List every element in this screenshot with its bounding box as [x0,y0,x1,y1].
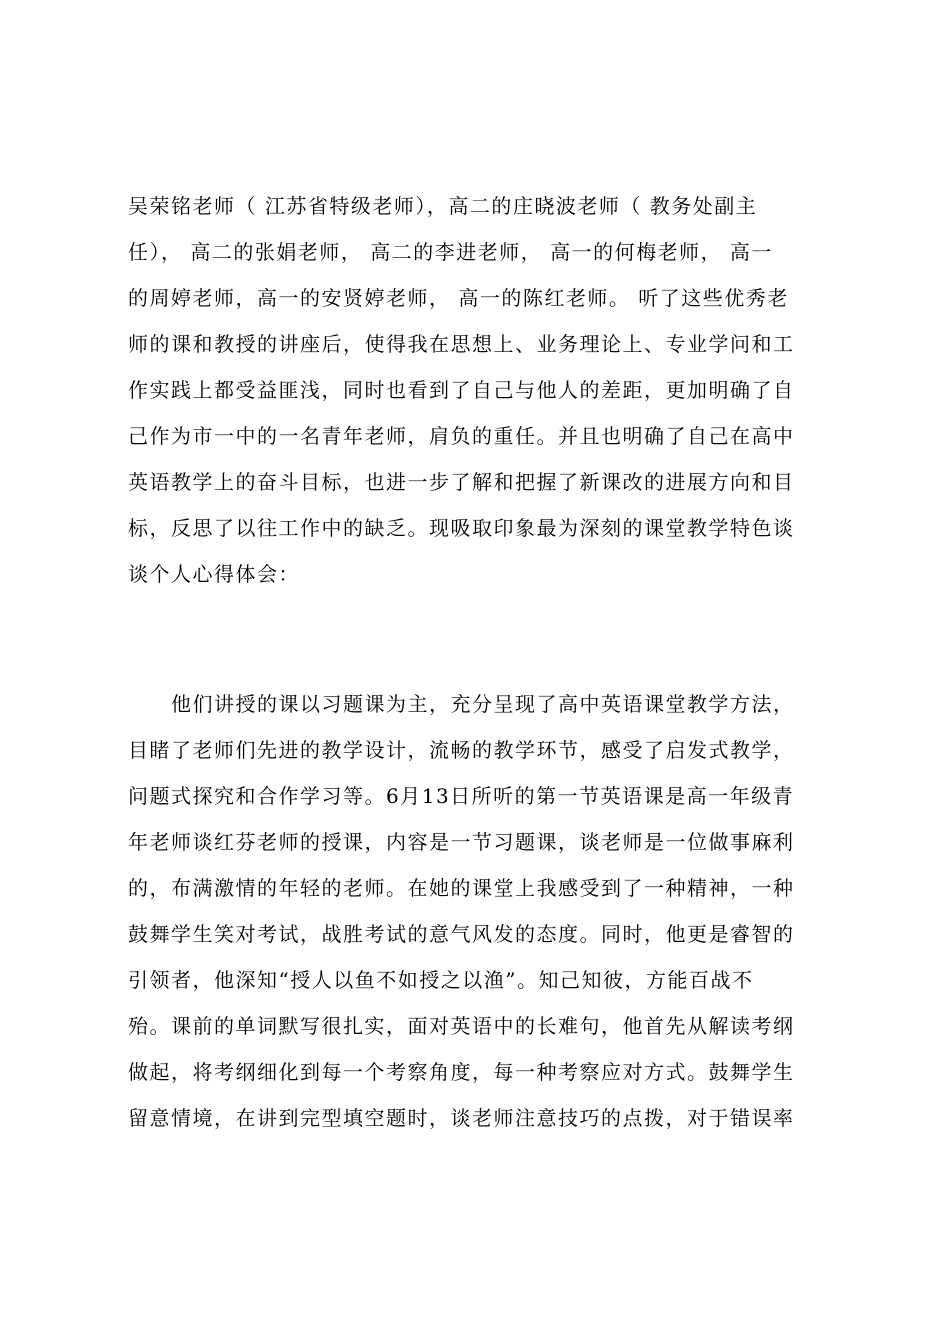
text-line: 英语教学上的奋斗目标，也进一步了解和把握了新课改的进展方向和目 [128,470,795,494]
text-line: 他们讲授的课以习题课为主，充分呈现了高中英语课堂教学方法， [128,692,795,716]
text-line: 做起，将考纲细化到每一个考察角度，每一种考察应对方式。鼓舞学生 [128,1060,795,1084]
text-line: 师的课和教授的讲座后，使得我在思想上、业务理论上、专业学问和工 [128,332,795,356]
text-line: 年老师谈红芬老师的授课，内容是一节习题课，谈老师是一位做事麻利 [128,830,795,854]
text-line: 己作为市一中的一名青年老师，肩负的重任。并且也明确了自己在高中 [128,424,795,448]
text-line: 吴荣铭老师（ 江苏省特级老师），高二的庄晓波老师（ 教务处副主 [128,194,758,218]
text-line: 任）， 高二的张娟老师， 高二的李进老师， 高一的何梅老师， 高一 [128,240,773,264]
text-line: 的周婷老师，高一的安贤婷老师， 高一的陈红老师。 听了这些优秀老 [128,286,789,310]
text-line: 的，布满激情的年轻的老师。在她的课堂上我感受到了一种精神，一种 [128,876,795,900]
text-line: 殆。课前的单词默写很扎实，面对英语中的长难句，他首先从解读考纲 [128,1014,795,1038]
text-line: 目睹了老师们先进的教学设计，流畅的教学环节，感受了启发式教学， [128,738,795,762]
text-line: 作实践上都受益匪浅，同时也看到了自己与他人的差距，更加明确了自 [128,378,795,402]
text-line: 引领者，他深知“授人以鱼不如授之以渔”。知己知彼，方能百战不 [128,968,754,992]
text-line: 谈个人心得体会： [128,562,300,586]
text-line: 鼓舞学生笑对考试，战胜考试的意气风发的态度。同时，他更是睿智的 [128,922,795,946]
text-line: 问题式探究和合作学习等。6月13日所听的第一节英语课是高一年级青 [128,784,795,808]
text-line: 标，反思了以往工作中的缺乏。现吸取印象最为深刻的课堂教学特色谈 [128,516,795,540]
text-line: 留意情境，在讲到完型填空题时，谈老师注意技巧的点拨，对于错误率 [128,1106,795,1130]
